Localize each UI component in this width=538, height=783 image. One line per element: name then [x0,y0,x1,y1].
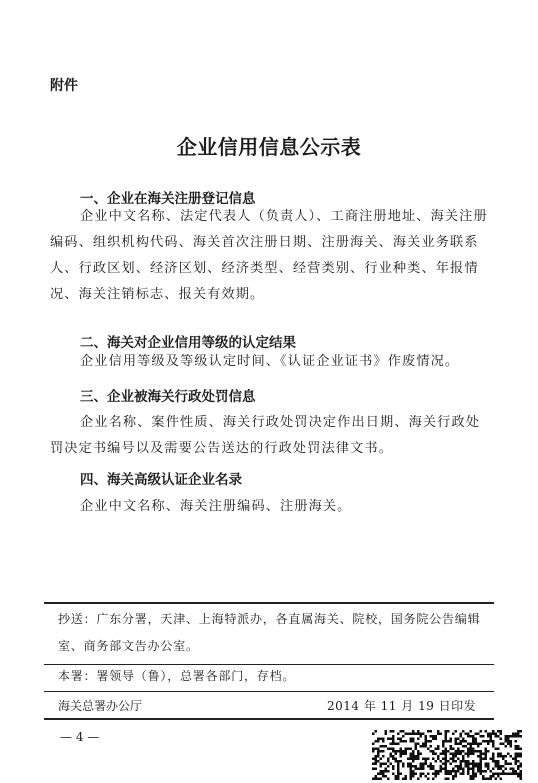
section-body-4: 企业中文名称、海关注册编码、注册海关。 [80,499,352,514]
cc-label: 抄送： [58,612,97,626]
issue-date: 2014 年 11 月 19 日印发 [327,699,477,713]
footer-bottom-rule [44,718,494,720]
page-number: — 4 — [60,730,100,744]
section-heading-4: 四、海关高级认证企业名录 [80,472,242,488]
distribution-lower-rule [44,691,494,692]
cc-text: 广东分署，天津、上海特派办，各直属海关、院校，国务院公告编辑室、商务部文告办公室。 [58,612,481,653]
section-heading-3: 三、企业被海关行政处罚信息 [80,389,256,405]
section-heading-1: 一、企业在海关注册登记信息 [80,191,256,207]
distribution-top-rule [44,602,494,604]
section-body-3: 企业名称、案件性质、海关行政处罚决定作出日期、海关行政处罚决定书编号以及需要公告送达的行政处罚法律文书。 [50,415,481,456]
internal-label: 本署： [58,669,97,683]
attachment-label: 附件 [50,78,78,94]
issuer-office: 海关总署办公厅 [58,699,143,713]
section-heading-2: 二、海关对企业信用等级的认定结果 [80,335,296,351]
section-body-2: 企业信用等级及等级认定时间、《认证企业证书》作废情况。 [80,354,460,369]
barcode-icon [372,730,522,780]
cc-block [58,606,488,660]
internal-text: 署领导（鲁），总署各部门，存档。 [96,669,296,683]
section-body-1: 企业中文名称、法定代表人（负责人）、工商注册地址、海关注册编码、组织机构代码、海关首次注册日期、注册海关、海关业务联系人、行政区划、经济区划、经济类型、经营类别、行业种类、年报情况、海关注销标志、报关有效期。 [50,209,488,302]
internal-block [58,663,488,690]
document-title: 企业信用信息公示表 [176,135,362,159]
